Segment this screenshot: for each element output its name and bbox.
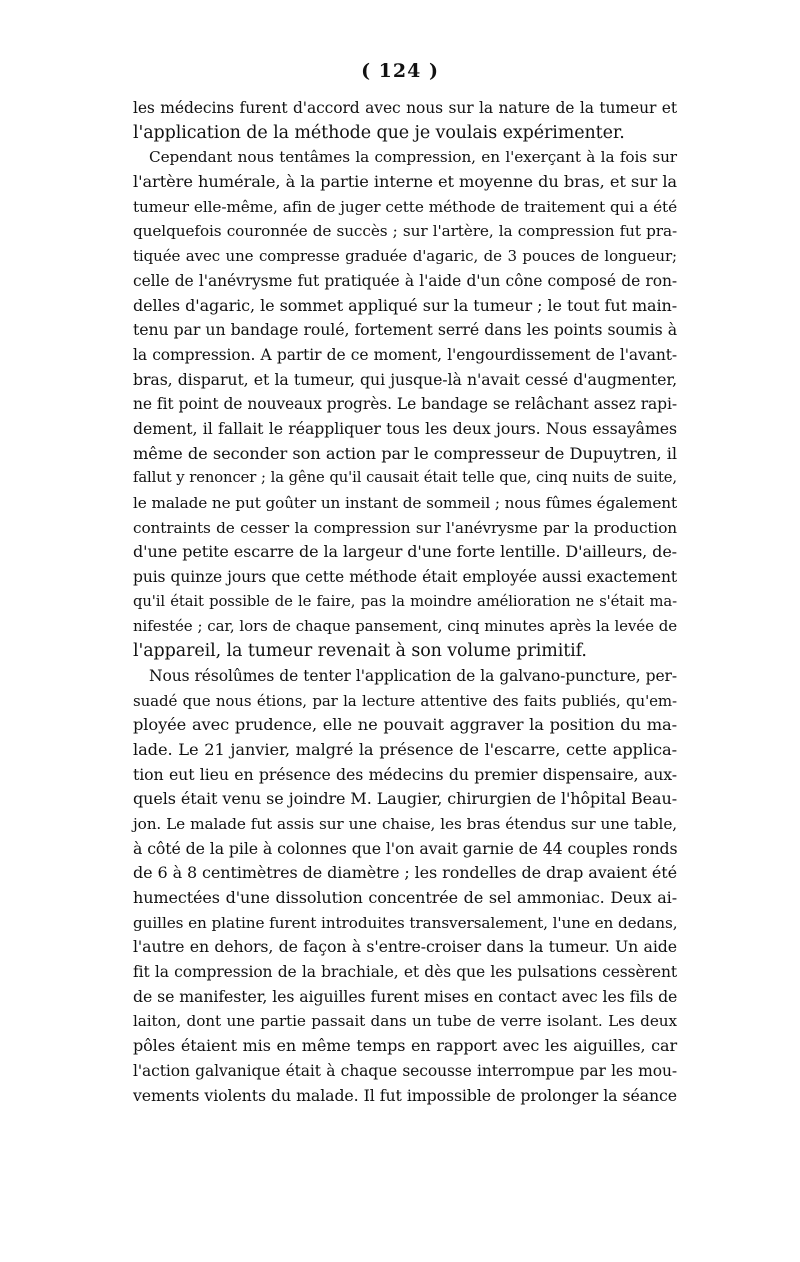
text-line: l'appareil, la tumeur revenait à son volume primitif.: [133, 641, 587, 662]
text-line: quelquefois couronnée de succès ; sur l'artère, la compression fut pra-: [133, 222, 677, 241]
text-line: quels était venu se joindre M. Laugier, chirurgien de l'hôpital Beau-: [133, 789, 677, 809]
text-line: l'autre en dehors, de façon à s'entre-croiser dans la tumeur. Un aide: [133, 937, 677, 957]
text-line: suadé que nous étions, par la lecture attentive des faits publiés, qu'em-: [133, 691, 677, 710]
text-line: tumeur elle-même, afin de juger cette méthode de traitement qui a été: [133, 197, 677, 216]
text-line: bras, disparut, et la tumeur, qui jusque-là n'avait cessé d'augmenter,: [133, 369, 677, 389]
text-line: même de seconder son action par le compresseur de Dupuytren, il: [133, 443, 677, 463]
text-line: ployée avec prudence, elle ne pouvait aggraver la position du ma-: [133, 715, 677, 735]
text-line: contraints de cesser la compression sur l'anévrysme par la production: [133, 518, 677, 537]
text-line: humectées d'une dissolution concentrée de sel ammoniac. Deux ai-: [133, 888, 677, 907]
text-line: Nous résolûmes de tenter l'application de la galvano-puncture, per-: [149, 666, 677, 685]
text-line: le malade ne put goûter un instant de sommeil ; nous fûmes également: [133, 494, 677, 512]
text-line: delles d'agaric, le sommet appliqué sur la tumeur ; le tout fut main-: [133, 295, 677, 315]
text-line: la compression. A partir de ce moment, l'engourdissement de l'avant-: [133, 345, 677, 364]
text-line: qu'il était possible de le faire, pas la moindre amélioration ne s'était ma-: [133, 592, 677, 610]
text-line: de se manifester, les aiguilles furent mises en contact avec les fils de: [133, 986, 678, 1006]
text-line: d'une petite escarre de la largeur d'une forte lentille. D'ailleurs, de-: [133, 542, 677, 562]
text-line: nifestée ; car, lors de chaque pansement, cinq minutes après la levée de: [133, 617, 677, 636]
paragraph: [133, 145, 677, 663]
text-line: Cependant nous tentâmes la compression, en l'exerçant à la fois sur: [149, 148, 677, 167]
text-line: laiton, dont une partie passait dans un tube de verre isolant. Les deux: [133, 1012, 677, 1031]
text-line: tion eut lieu en présence des médecins du premier dispensaire, aux-: [133, 764, 677, 784]
page-number: ( 124 ): [361, 60, 439, 82]
text-line: guilles en platine furent introduites transversalement, l'une en dedans,: [133, 913, 678, 932]
text-line: ne fit point de nouveaux progrès. Le bandage se relâchant assez rapi-: [133, 395, 677, 414]
text-line: l'application de la méthode que je voulais expérimenter.: [133, 122, 625, 143]
body-text: [133, 96, 677, 1108]
text-line: fallut y renoncer ; la gêne qu'il causait était telle que, cinq nuits de suite,: [133, 469, 677, 487]
text-line: pôles étaient mis en même temps en rapport avec les aiguilles, car: [133, 1036, 677, 1056]
text-line: tiquée avec une compresse graduée d'agaric, de 3 pouces de longueur;: [133, 247, 677, 266]
text-line: à côté de la pile à colonnes que l'on avait garnie de 44 couples ronds: [133, 838, 678, 858]
text-line: dement, il fallait le réappliquer tous les deux jours. Nous essayâmes: [133, 418, 677, 438]
text-line: vements violents du malade. Il fut impossible de prolonger la séance: [133, 1085, 677, 1105]
text-line: fit la compression de la brachiale, et dès que les pulsations cessèrent: [133, 963, 677, 982]
text-line: jon. Le malade fut assis sur une chaise, les bras étendus sur une table,: [133, 814, 677, 833]
paragraph: [133, 664, 677, 1108]
text-line: tenu par un bandage roulé, fortement serré dans les points soumis à: [133, 320, 677, 340]
text-line: l'artère humérale, à la partie interne et moyenne du bras, et sur la: [133, 172, 677, 192]
text-line: de 6 à 8 centimètres de diamètre ; les rondelles de drap avaient été: [133, 863, 677, 883]
text-line: lade. Le 21 janvier, malgré la présence de l'escarre, cette applica-: [133, 739, 677, 759]
paragraph: [133, 96, 677, 145]
text-line: celle de l'anévrysme fut pratiquée à l'aide d'un cône composé de ron-: [133, 271, 677, 290]
text-line: les médecins furent d'accord avec nous sur la nature de la tumeur et: [133, 99, 677, 117]
text-line: l'action galvanique était à chaque secousse interrompue par les mou-: [133, 1061, 677, 1080]
text-line: puis quinze jours que cette méthode était employée aussi exactement: [133, 568, 677, 587]
